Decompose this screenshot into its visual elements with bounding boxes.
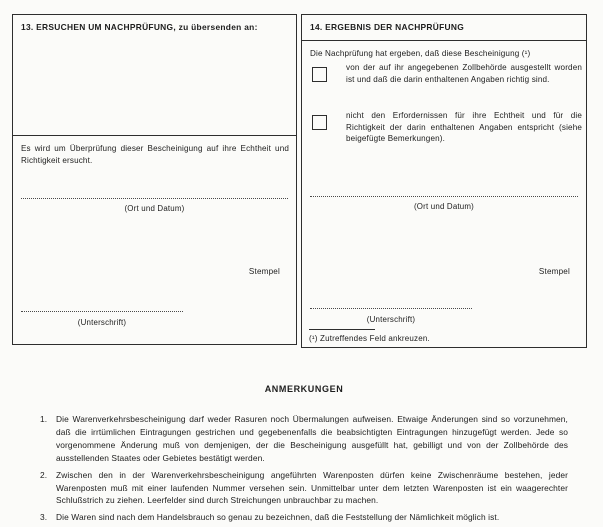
- remarks-section: [40, 384, 568, 527]
- place-date-line[interactable]: [310, 196, 578, 197]
- result-correct-checkbox[interactable]: [312, 67, 327, 82]
- note-text: Die Waren sind nach dem Handelsbrauch so genau zu bezeichnen, daß die Feststellung der Nämlichkeit möglich ist.: [56, 512, 500, 523]
- verification-request-text: Es wird um Überprüfung dieser Bescheinigung auf ihre Echtheit und Richtigkeit ersucht.: [21, 144, 289, 165]
- box13-title: 13. ERSUCHEN UM NACHPRÜFUNG, zu übersenden an:: [21, 22, 258, 32]
- signature-label: (Unterschrift): [77, 318, 127, 327]
- footnote-text: (¹) Zutreffendes Feld ankreuzen.: [309, 334, 430, 343]
- box14-header: [302, 15, 586, 41]
- note-number: 2.: [40, 469, 48, 480]
- place-date-line[interactable]: [21, 198, 288, 199]
- note-number: 3.: [40, 512, 48, 523]
- result-incorrect-label: nicht den Erfordernissen für ihre Echtheit und für die Richtigkeit der darin enthaltenen Angaben entspricht (siehe beigefügte Bemerkungen).: [346, 111, 582, 143]
- result-intro-text: Die Nachprüfung hat ergeben, daß diese Bescheinigung (¹): [310, 49, 531, 58]
- box14-title: 14. ERGEBNIS DER NACHPRÜFUNG: [310, 22, 465, 32]
- remarks-list: [40, 413, 568, 524]
- result-correct-label: von der auf ihr angegebenen Zollbehörde ausgestellt worden ist und daß die darin enthaltenen Angaben richtig sind.: [346, 63, 582, 84]
- result-option-incorrect: [312, 110, 582, 145]
- place-date-label: (Ort und Datum): [413, 202, 474, 211]
- result-option-correct: [312, 62, 582, 85]
- footnote-divider: [309, 329, 375, 330]
- signature-line[interactable]: [310, 308, 472, 309]
- note-item-3: [40, 511, 568, 524]
- stamp-label: Stempel: [248, 267, 280, 276]
- remarks-title: ANMERKUNGEN: [264, 384, 344, 394]
- note-item-2: [40, 469, 568, 508]
- box-14-verification-result: [301, 14, 587, 348]
- box-13-verification-request: [12, 14, 297, 345]
- result-incorrect-checkbox[interactable]: [312, 115, 327, 130]
- note-item-1: [40, 413, 568, 465]
- stamp-label: Stempel: [538, 267, 570, 276]
- signature-label: (Unterschrift): [366, 315, 416, 324]
- signature-line[interactable]: [21, 311, 183, 312]
- send-to-address-area[interactable]: [13, 15, 296, 136]
- note-number: 1.: [40, 414, 48, 424]
- place-date-label: (Ort und Datum): [124, 204, 185, 213]
- note-text: Die Warenverkehrsbescheinigung darf weder Rasuren noch Übermalungen aufweisen. Etwaige Änderungen sind so vorzunehmen, daß die irrtümlichen Eintragungen gestrichen und gegebenenfalls die beabsichtigten Eintragungen hinzugefügt werden. Jede so vorgenommene Änderung muß von demjenigen, der die Bescheinigung ausgefüllt hat, gebilligt und von der Zollbehörde des ausstellenden Staates oder Gebietes bestätigt werden.: [56, 414, 568, 463]
- note-text: Zwischen den in der Warenverkehrsbescheinigung angeführten Warenposten dürfen keine Zwischenräume bestehen, jeder Warenposten muß mit einer laufenden Nummer versehen sein. Unmittelbar unter dem letzten Warenposten ist ein waagerechter Schlußstrich zu ziehen. Leerfelder sind durch Streichungen unbrauchbar zu machen.: [56, 469, 568, 506]
